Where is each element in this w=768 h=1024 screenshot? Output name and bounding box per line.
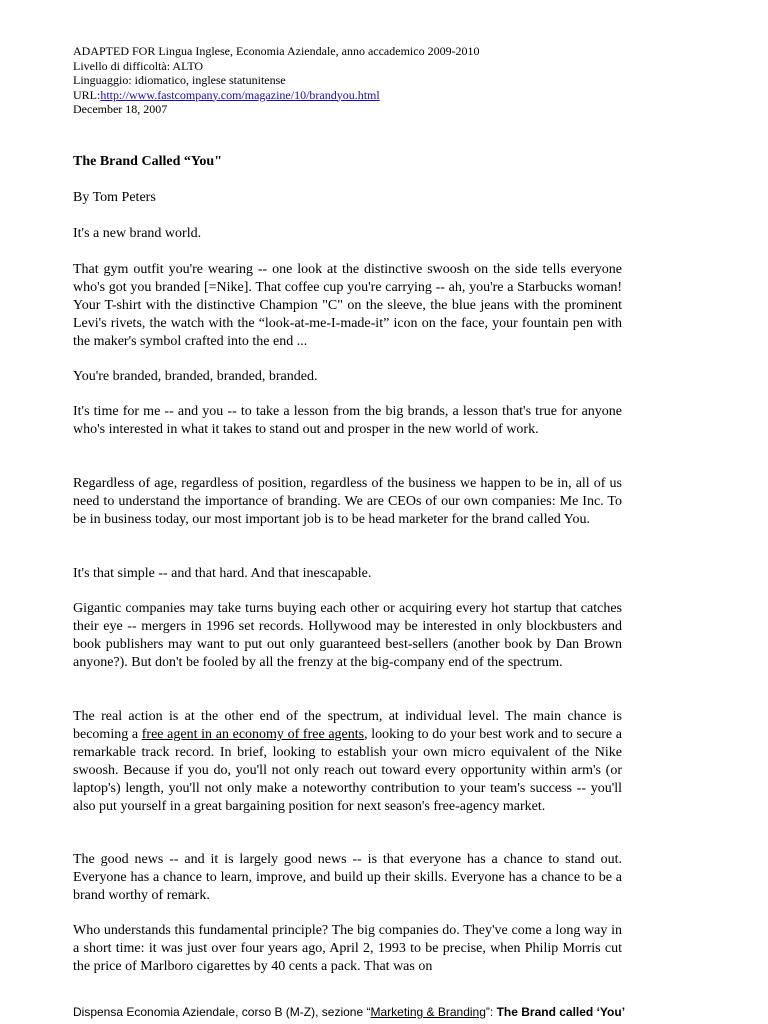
- paragraph-7: Gigantic companies may take turns buying each other or acquiring every hot startup that catches their eye -- mergers in 1996 set records. Hollywood may be interested in only blockbusters and book publishers may want to put out only guaranteed best-sellers (another book by Dan Brown anyone?). But don't be fooled by all the frenzy at the big-company end of the spectrum.: [73, 601, 622, 670]
- footer-sezione: sezione: [321, 1005, 364, 1019]
- header-course-line: ADAPTED FOR Lingua Inglese, Economia Aziendale, anno accademico 2009-2010: [73, 44, 480, 58]
- header-date: December 18, 2007: [73, 102, 168, 116]
- paragraph-1: It's a new brand world.: [73, 226, 202, 241]
- footer-quote-open: “: [363, 1005, 371, 1019]
- paragraph-3: You're branded, branded, branded, branded.: [73, 369, 318, 384]
- free-agent-phrase: free agent in an economy of free agents: [141, 726, 365, 742]
- header-difficulty-line: Livello di difficoltà: ALTO: [73, 58, 204, 73]
- header-language-line: Linguaggio: idiomatico, inglese statunitense: [73, 73, 286, 87]
- header-url-line: [73, 88, 622, 103]
- paragraph-8: [73, 708, 622, 815]
- paragraph-8-rest: , looking to do your best work and to secure a remarkable track record. In brief, looking to establish your own micro equivalent of the Nike swoosh. Because if you do, you'll not only reach out toward every opportunity within arm's (or laptop's) length, you'll not only make a noteworthy contribution to your team's success -- you'll also put yourself in a great bargaining position for next season's free-agency market.: [73, 726, 623, 814]
- article-byline: By Tom Peters: [73, 190, 156, 205]
- url-label: URL:: [73, 87, 101, 102]
- footer-section-name: Marketing & Branding: [370, 1005, 486, 1019]
- page-footer: [73, 1005, 673, 1019]
- paragraph-2: That gym outfit you're wearing -- one look at the distinctive swoosh on the side tells everyone who's got you branded [=Nike]. That coffee cup you're carrying -- ah, you're a Starbucks woman! Your T-shirt with the distinctive Champion "C" on the sleeve, the blue jeans with the prominent Levi's rivets, the watch with the “look-at-me-I-made-it” icon on the face, your fountain pen with the maker's symbol crafted into the end ...: [73, 262, 622, 349]
- footer-prefix: Dispensa Economia Aziendale, corso B (M-Z),: [73, 1005, 322, 1019]
- paragraph-10: Who understands this fundamental principle? The big companies do. They've come a long way in a short time: it was just over four years ago, April 2, 1993 to be precise, when Philip Morris cut the price of Marlboro cigarettes by 40 cents a pack. That was on: [73, 923, 622, 974]
- source-url-link[interactable]: http://www.fastcompany.com/magazine/10/brandyou.html: [100, 87, 380, 102]
- document-header: [73, 44, 622, 117]
- paragraph-9: The good news -- and it is largely good news -- is that everyone has a chance to stand out. Everyone has a chance to learn, improve, and build up their skills. Everyone has a chance to be a brand worthy of remark.: [73, 852, 622, 903]
- footer-quote-close: ”:: [485, 1005, 497, 1019]
- paragraph-4: It's time for me -- and you -- to take a lesson from the big brands, a lesson that's true for anyone who's interested in what it takes to stand out and prosper in the new world of work.: [73, 404, 622, 437]
- paragraph-6: It's that simple -- and that hard. And that inescapable.: [73, 566, 372, 581]
- paragraph-5: Regardless of age, regardless of position, regardless of the business we happen to be in, all of us need to understand the importance of branding. We are CEOs of our own companies: Me Inc. To be in business today, our most important job is to be head marketer for the brand called You.: [73, 476, 622, 527]
- paragraph-8-start: The real action is at the other end of the spectrum, at individual level. The main chance is becoming a: [73, 709, 622, 742]
- article-title: The Brand Called “You": [73, 154, 222, 169]
- footer-title: The Brand called ‘You’: [496, 1005, 626, 1019]
